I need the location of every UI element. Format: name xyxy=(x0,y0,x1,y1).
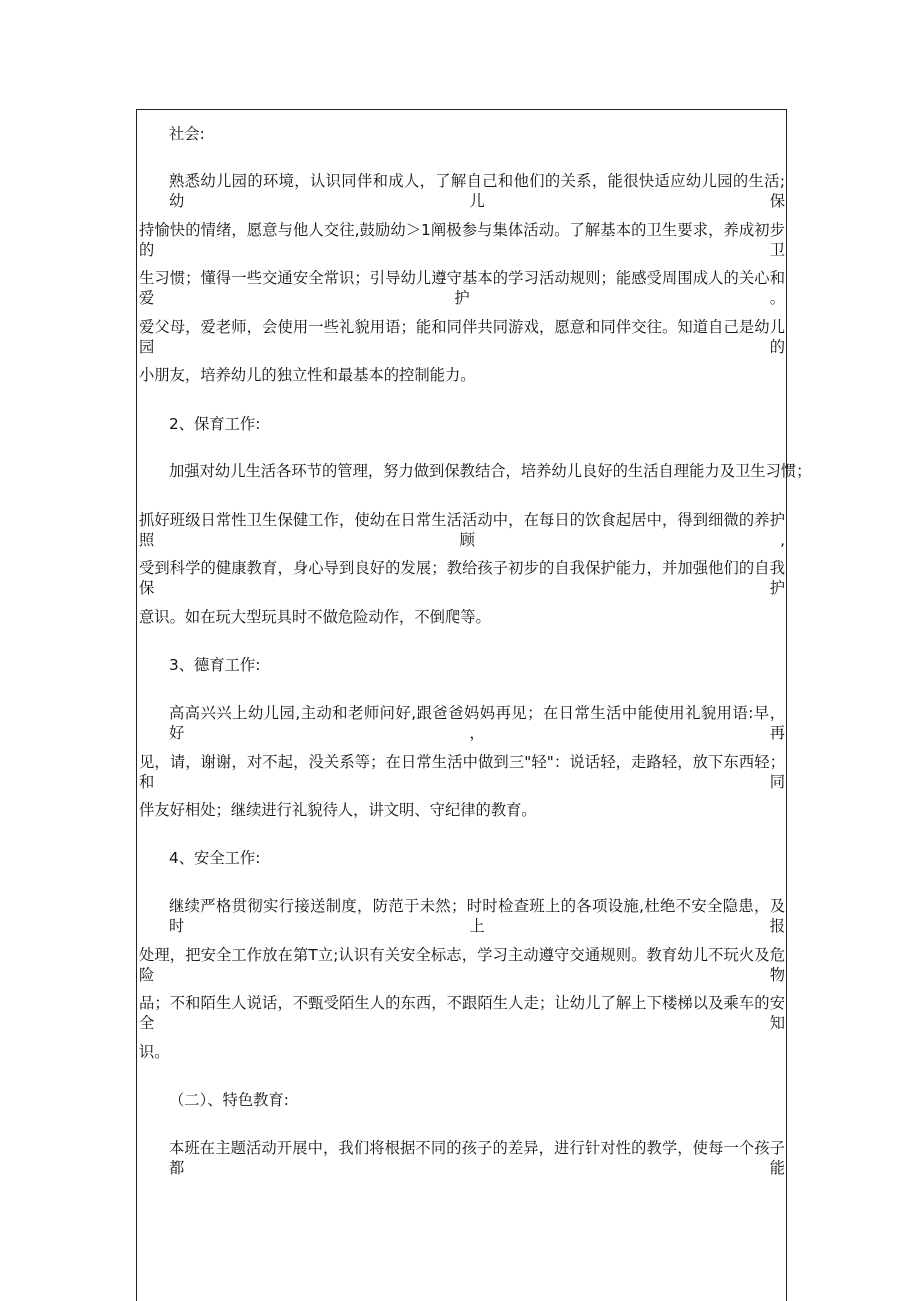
document-frame xyxy=(136,109,812,1301)
paragraph-line: 处理，把安全工作放在第T立;认识有关安全标志，学习主动遵守交通规则。教育幼儿不玩火及危险物 xyxy=(139,946,785,984)
heading-care: 2、保育工作: xyxy=(169,415,261,433)
paragraph-line: 识。 xyxy=(139,1043,170,1061)
paragraph-line: 受到科学的健康教育，身心导到良好的发展；教给孩子初步的自我保护能力，并加强他们的自我保护 xyxy=(139,559,785,597)
heading-safety: 4、安全工作: xyxy=(169,849,261,867)
paragraph-line: 小朋友，培养幼儿的独立性和最基本的控制能力。 xyxy=(139,366,476,384)
paragraph-line: 高高兴兴上幼儿园,主动和老师问好,跟爸爸妈妈再见；在日常生活中能使用礼貌用语:早，好，再 xyxy=(169,704,785,742)
paragraph-line: 品；不和陌生人说话，不甄受陌生人的东西，不跟陌生人走；让幼儿了解上下楼梯以及乘车的安全知 xyxy=(139,994,785,1032)
paragraph-line: 抓好班级日常性卫生保健工作，使幼在日常生活活动中，在每日的饮食起居中，得到细微的养护照顾, xyxy=(139,511,785,549)
paragraph-line: 熟悉幼儿园的环境，认识同伴和成人，了解自己和他们的关系，能很快适应幼儿园的生活;幼儿保 xyxy=(169,172,785,210)
heading-social: 社会: xyxy=(169,125,205,143)
heading-moral: 3、德育工作: xyxy=(169,656,261,674)
paragraph-line: 意识。如在玩大型玩具时不做危险动作，不倒爬等。 xyxy=(139,608,491,626)
paragraph-line: 生习惯；懂得一些交通安全常识；引导幼儿遵守基本的学习活动规则；能感受周围成人的关心和爱护。 xyxy=(139,269,785,307)
paragraph-line: 持愉快的情绪，愿意与他人交往,鼓励幼＞1阐极参与集体活动。了解基本的卫生要求，养成初步的卫 xyxy=(139,221,785,259)
paragraph-line: 见，请，谢谢，对不起，没关系等；在日常生活中做到三"轻"：说话轻，走路轻，放下东西轻；和同 xyxy=(139,753,785,791)
paragraph-line: 伴友好相处；继续进行礼貌待人，讲文明、守纪律的教育。 xyxy=(139,801,537,819)
paragraph-line: 爱父母，爱老师，会使用一些礼貌用语；能和同伴共同游戏，愿意和同伴交往。知道自己是幼儿园的 xyxy=(139,318,785,356)
paragraph-line: 继续严格贯彻实行接送制度，防范于未然；时时检查班上的各项设施,杜绝不安全隐患，及时上报 xyxy=(169,897,785,935)
heading-special: （二）、特色教育: xyxy=(169,1091,289,1109)
paragraph-line: 本班在主题活动开展中，我们将根据不同的孩子的差异，进行针对性的教学，使每一个孩子都能 xyxy=(169,1139,785,1177)
paragraph-line: 加强对幼儿生活各环节的管理，努力做到保教结合，培养幼儿良好的生活自理能力及卫生习惯； xyxy=(169,462,812,480)
